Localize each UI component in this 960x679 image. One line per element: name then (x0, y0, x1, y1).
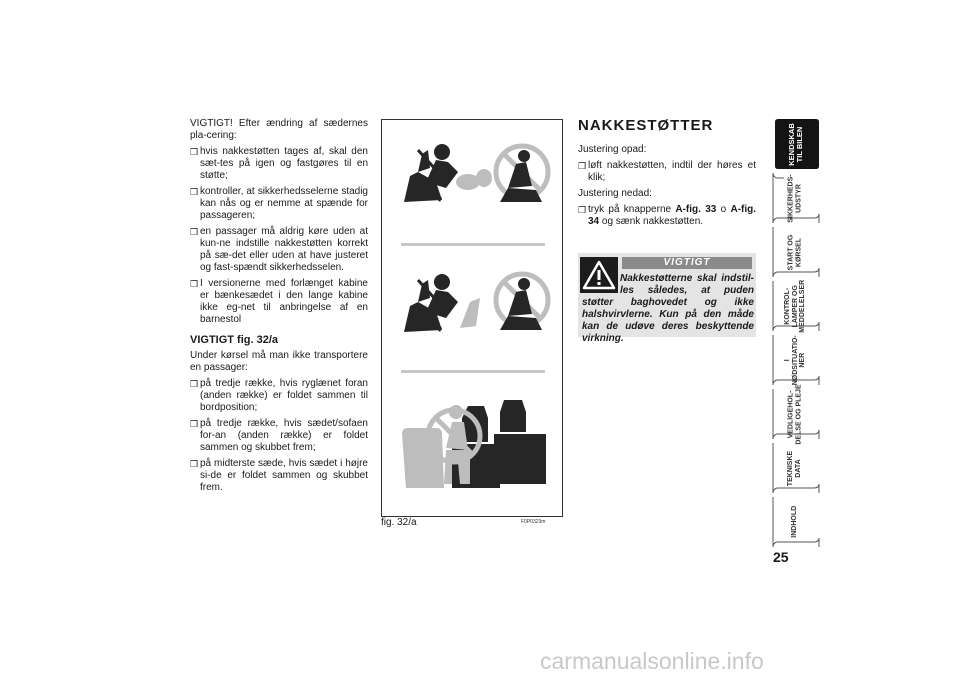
tab-vedligeholdelse[interactable] (770, 383, 820, 445)
bullet-list-1 (190, 146, 368, 326)
list-item: ❒ på tredje række, hvis ryglænet foran (anden række) er foldet sammen til bordposition; (190, 378, 368, 413)
checkbox-icon: ❒ (578, 205, 587, 215)
tab-label: KONTROL- LAMPER OG MEDDELELSER (783, 279, 806, 333)
adjust-up-label: Justering opad: (578, 144, 647, 155)
warning-tag: VIGTIGT (622, 257, 752, 269)
figure-divider (401, 370, 545, 373)
page-number: 25 (773, 549, 789, 565)
tab-label: VEDLIGEHOL- DELSE OG PLEJE (787, 383, 803, 445)
list-item: ❒ kontroller, at sikkerhedsselerne stadig kan nås og er nemme at spænde for passageren; (190, 186, 368, 221)
checkbox-icon: ❒ (190, 459, 199, 469)
tab-label: I NØDSITUATIO- NER (783, 334, 806, 386)
list-item: ❒ på tredje række, hvis sædet/sofaen for-an (anden række) er foldet sammen og skubbet frem; (190, 418, 368, 453)
warning-box (578, 253, 756, 344)
checkbox-icon: ❒ (190, 187, 199, 197)
paragraph: Under kørsel må man ikke transportere en passager: (190, 350, 368, 373)
tab-label: START OG KØRSEL (787, 234, 802, 270)
tab-indhold[interactable] (770, 496, 820, 548)
tab-sikkerhedsudstyr[interactable] (770, 172, 820, 224)
checkbox-icon: ❒ (190, 147, 199, 157)
seat-illustration-3 (396, 392, 552, 496)
subheading: VIGTIGT fig. 32/a (190, 334, 279, 346)
checkbox-icon: ❒ (190, 227, 199, 237)
tab-kendskab-til-bilen[interactable] (770, 118, 820, 170)
watermark: carmanualsonline.info (540, 648, 764, 674)
list-item: ❒ på midterste sæde, hvis sædet i højre si-de er foldet sammen og skubbet frem. (190, 458, 368, 493)
warning-text: Nakkestøtterne skal indstil-les således, at puden støtter baghovedet og ikke halshvirvlerne. Kun på den måde kan de udøve deres beskyttende virkning. (582, 273, 754, 344)
figure-code: F0P0323m (521, 519, 546, 525)
checkbox-icon: ❒ (190, 379, 199, 389)
tab-nodsituationer[interactable] (770, 334, 820, 386)
list-item: ❒ en passager må aldrig køre uden at kun-ne indstille nakkestøtten korrekt på sæ-det eller uden at have justeret og fast-spændt sikkerhedsselen. (190, 226, 368, 273)
intro-text: VIGTIGT! Efter ændring af sædernes pla-cering: (190, 118, 368, 141)
section-heading: NAKKESTØTTER (578, 117, 714, 134)
list-item: ❒ løft nakkestøtten, indtil der høres et klik; (578, 160, 756, 183)
right-column (578, 118, 756, 232)
bullet-list-2 (190, 378, 368, 494)
checkbox-icon: ❒ (190, 279, 199, 289)
seat-illustration-2 (396, 268, 552, 336)
left-column (190, 118, 368, 498)
figure-32a (381, 119, 563, 517)
adjust-down-label: Justering nedad: (578, 188, 652, 199)
list-item: ❒ hvis nakkestøtten tages af, skal den sæt-tes på igen og fastgøres til en støtte; (190, 146, 368, 181)
tab-start-og-korsel[interactable] (770, 226, 820, 278)
checkbox-icon: ❒ (190, 419, 199, 429)
figure-divider (401, 243, 545, 246)
tab-label: TEKNISKE DATA (787, 450, 802, 486)
tab-label: SIKKERHEDS- UDSTYR (787, 173, 802, 223)
tab-label: KENDSKAB TIL BILEN (786, 122, 803, 166)
seat-illustration-1 (396, 142, 552, 206)
tab-label: INDHOLD (791, 506, 799, 538)
list-item: ❒ tryk på knapperne A-fig. 33 o A-fig. 34 og sænk nakkestøtten. (578, 204, 757, 227)
checkbox-icon: ❒ (578, 161, 587, 171)
tab-kontrollamper[interactable] (770, 280, 820, 332)
figure-ref: A-fig. 34 (588, 204, 757, 227)
list-item: ❒ I versionerne med forlænget kabine er bænkesædet i den lange kabine ikke eg-net til anbringelse af en barnestol (190, 278, 368, 325)
tab-tekniske-data[interactable] (770, 442, 820, 494)
figure-ref: A-fig. 33 (675, 204, 717, 215)
figure-caption: fig. 32/a (381, 517, 417, 528)
